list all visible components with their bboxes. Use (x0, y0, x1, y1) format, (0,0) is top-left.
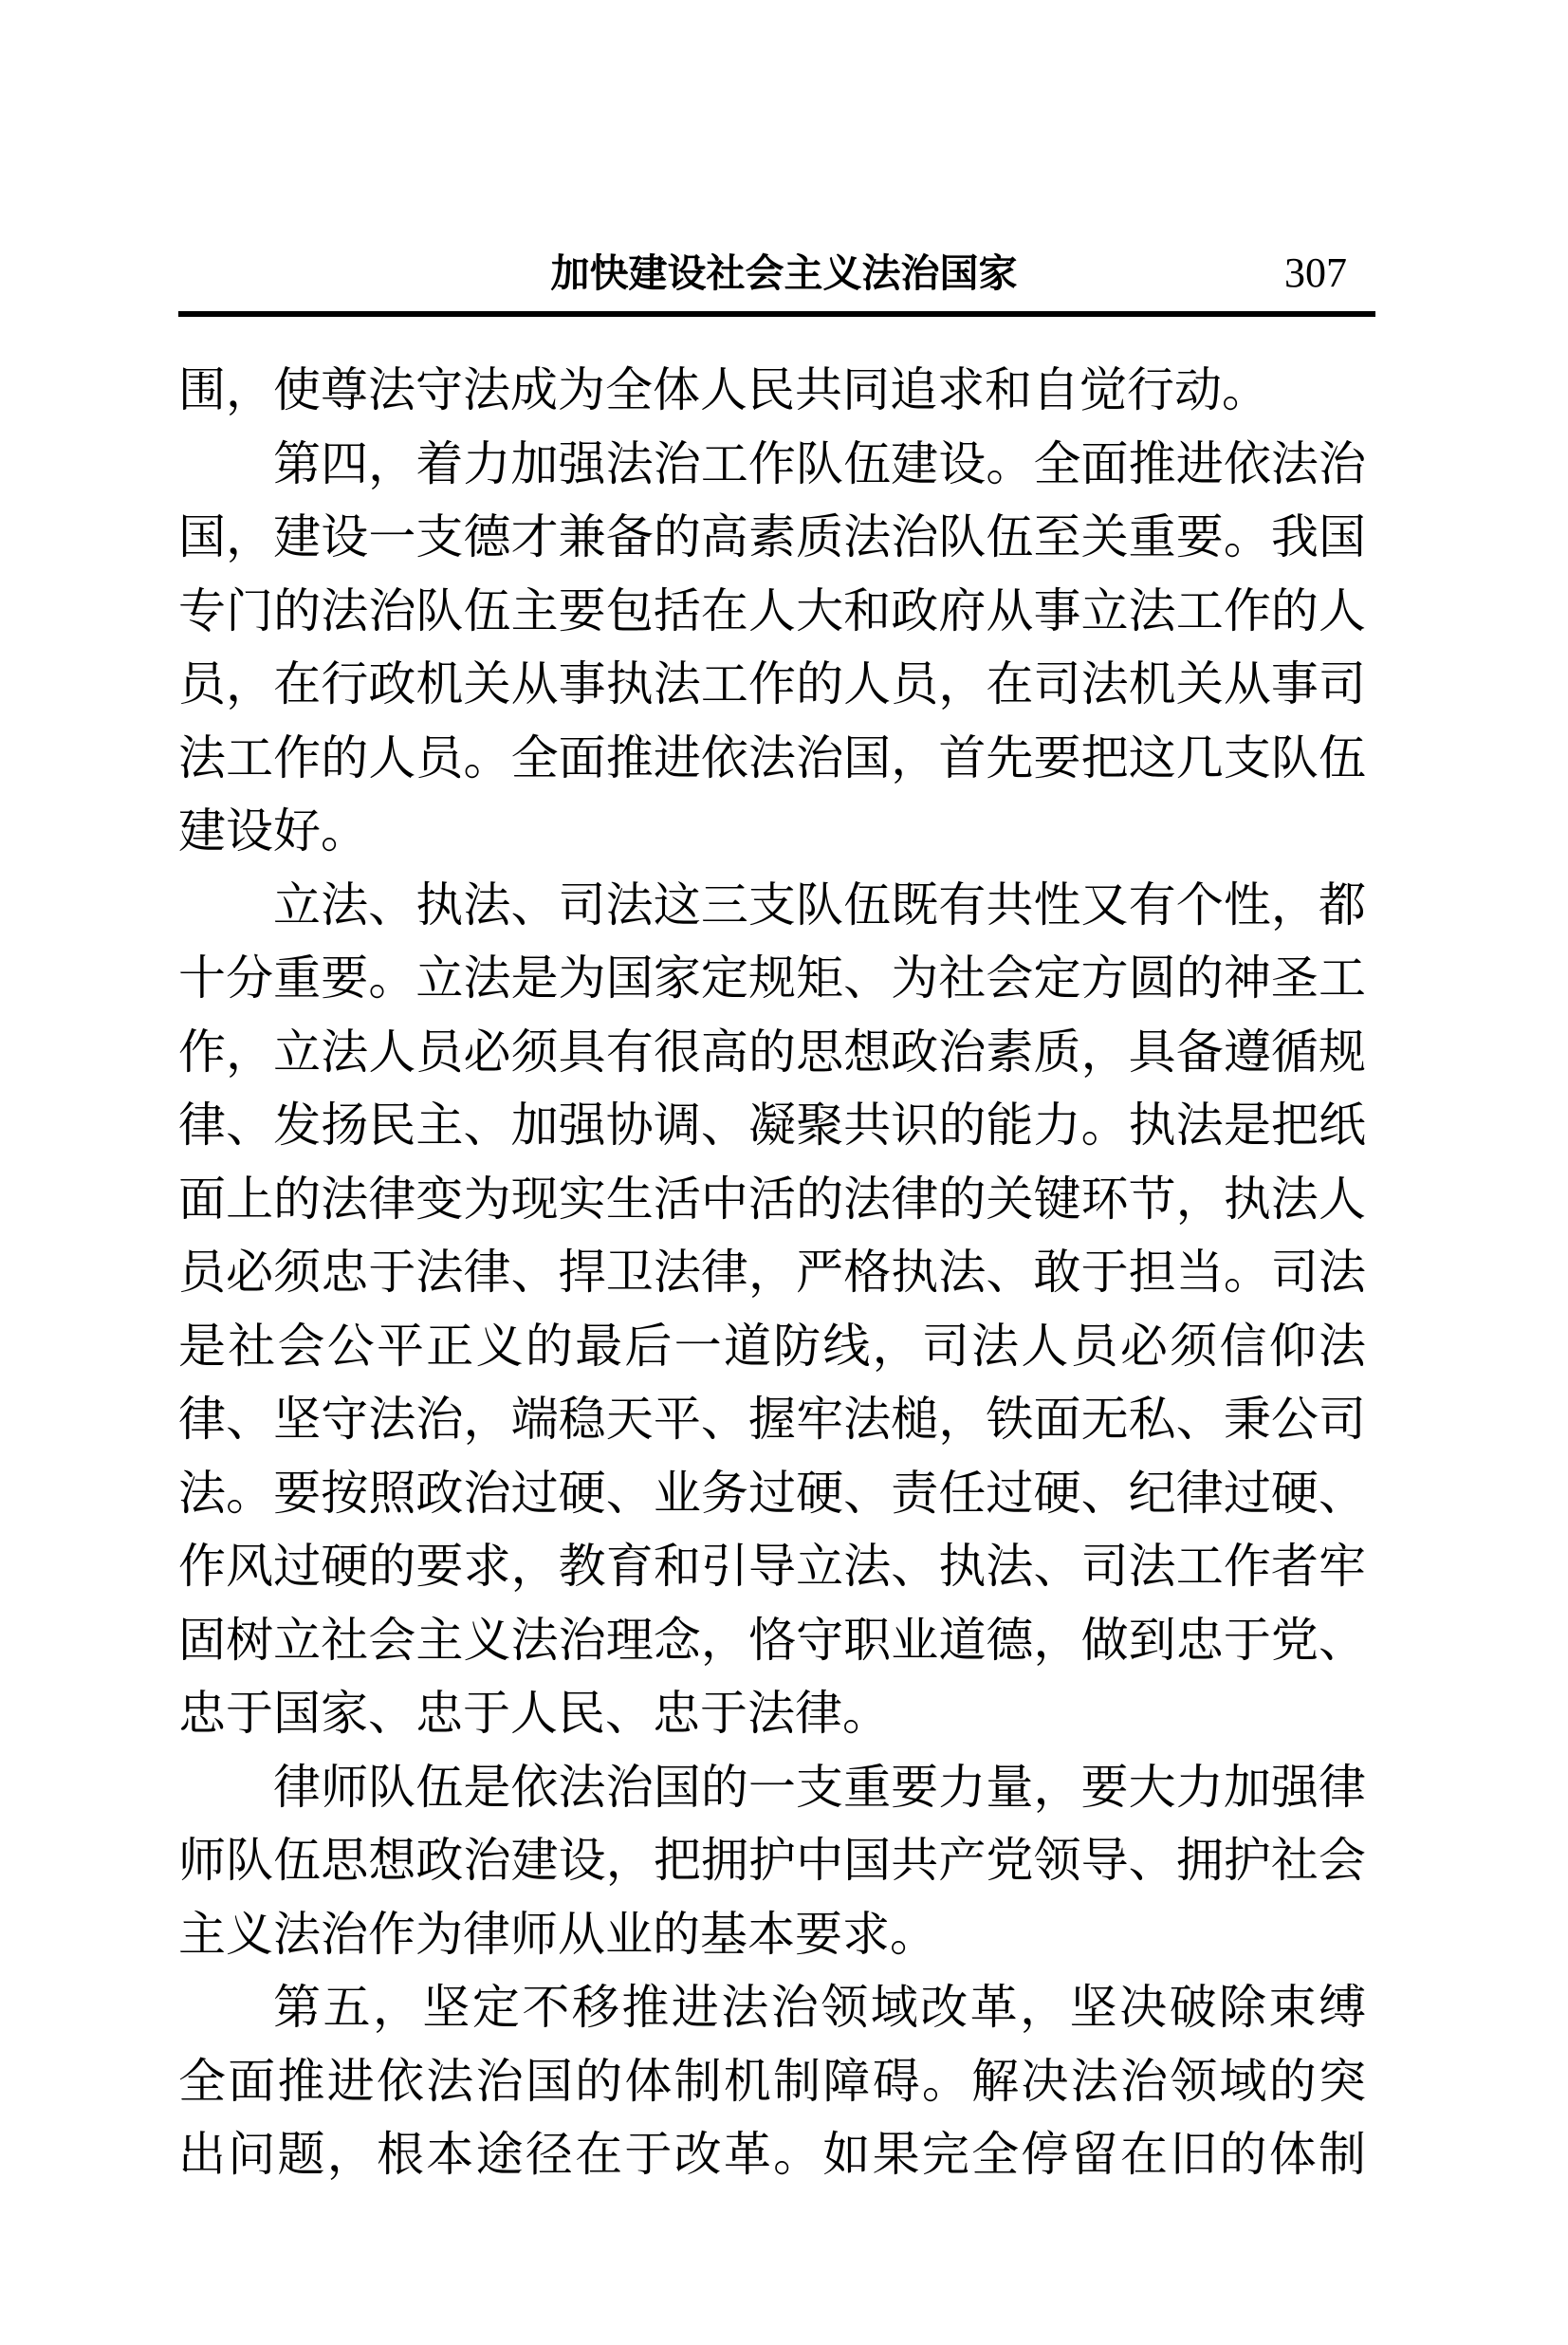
text-line: 主义法治作为律师从业的基本要求。 (178, 1907, 937, 1961)
text-line: 面上的法律变为现实生活中活的法律的关键环节，执法人 (178, 1172, 1366, 1226)
text-line: 国，建设一支德才兼备的高素质法治队伍至关重要。我国 (178, 510, 1366, 563)
text-line: 员，在行政机关从事执法工作的人员，在司法机关从事司 (178, 657, 1366, 711)
text-line: 固树立社会主义法治理念，恪守职业道德，做到忠于党、 (178, 1613, 1366, 1667)
text-line: 作风过硬的要求，教育和引导立法、执法、司法工作者牢 (178, 1540, 1366, 1593)
text-line: 律、发扬民主、加强协调、凝聚共识的能力。执法是把纸 (178, 1099, 1366, 1152)
body-text (178, 354, 1366, 2192)
text-line: 建设好。 (178, 804, 368, 858)
running-header-title: 加快建设社会主义法治国家 (550, 251, 1018, 295)
text-line: 忠于国家、忠于人民、忠于法律。 (178, 1687, 890, 1740)
text-line: 法工作的人员。全面推进依法治国，首先要把这几支队伍 (178, 730, 1366, 785)
text-line: 师队伍思想政治建设，把拥护中国共产党领导、拥护社会 (178, 1834, 1366, 1887)
text-line: 立法、执法、司法这三支队伍既有共性又有个性，都 (273, 877, 1366, 932)
text-line: 第四，着力加强法治工作队伍建设。全面推进依法治 (273, 436, 1366, 490)
text-line: 律、坚守法治，端稳天平、握牢法槌，铁面无私、秉公司 (178, 1393, 1366, 1446)
text-line: 围，使尊法守法成为全体人民共同追求和自觉行动。 (178, 363, 1269, 416)
text-line: 是社会公平正义的最后一道防线，司法人员必须信仰法 (178, 1319, 1366, 1373)
text-line: 作，立法人员必须具有很高的思想政治素质，具备遵循规 (178, 1025, 1366, 1079)
text-line: 出问题，根本途径在于改革。如果完全停留在旧的体制 (178, 2128, 1366, 2181)
text-line: 专门的法治队伍主要包括在人大和政府从事立法工作的人 (178, 583, 1366, 637)
text-line: 全面推进依法治国的体制机制障碍。解决法治领域的突 (178, 2054, 1366, 2108)
running-header (0, 249, 1568, 298)
text-line: 法。要按照政治过硬、业务过硬、责任过硬、纪律过硬、 (178, 1466, 1366, 1520)
text-line: 员必须忠于法律、捍卫法律，严格执法、敢于担当。司法 (178, 1246, 1366, 1299)
page-number: 307 (1284, 249, 1347, 296)
header-rule (178, 311, 1375, 317)
text-line: 律师队伍是依法治国的一支重要力量，要大力加强律 (273, 1760, 1366, 1814)
text-line: 第五，坚定不移推进法治领域改革，坚决破除束缚 (273, 1981, 1366, 2034)
text-line: 十分重要。立法是为国家定规矩、为社会定方圆的神圣工 (178, 951, 1366, 1005)
